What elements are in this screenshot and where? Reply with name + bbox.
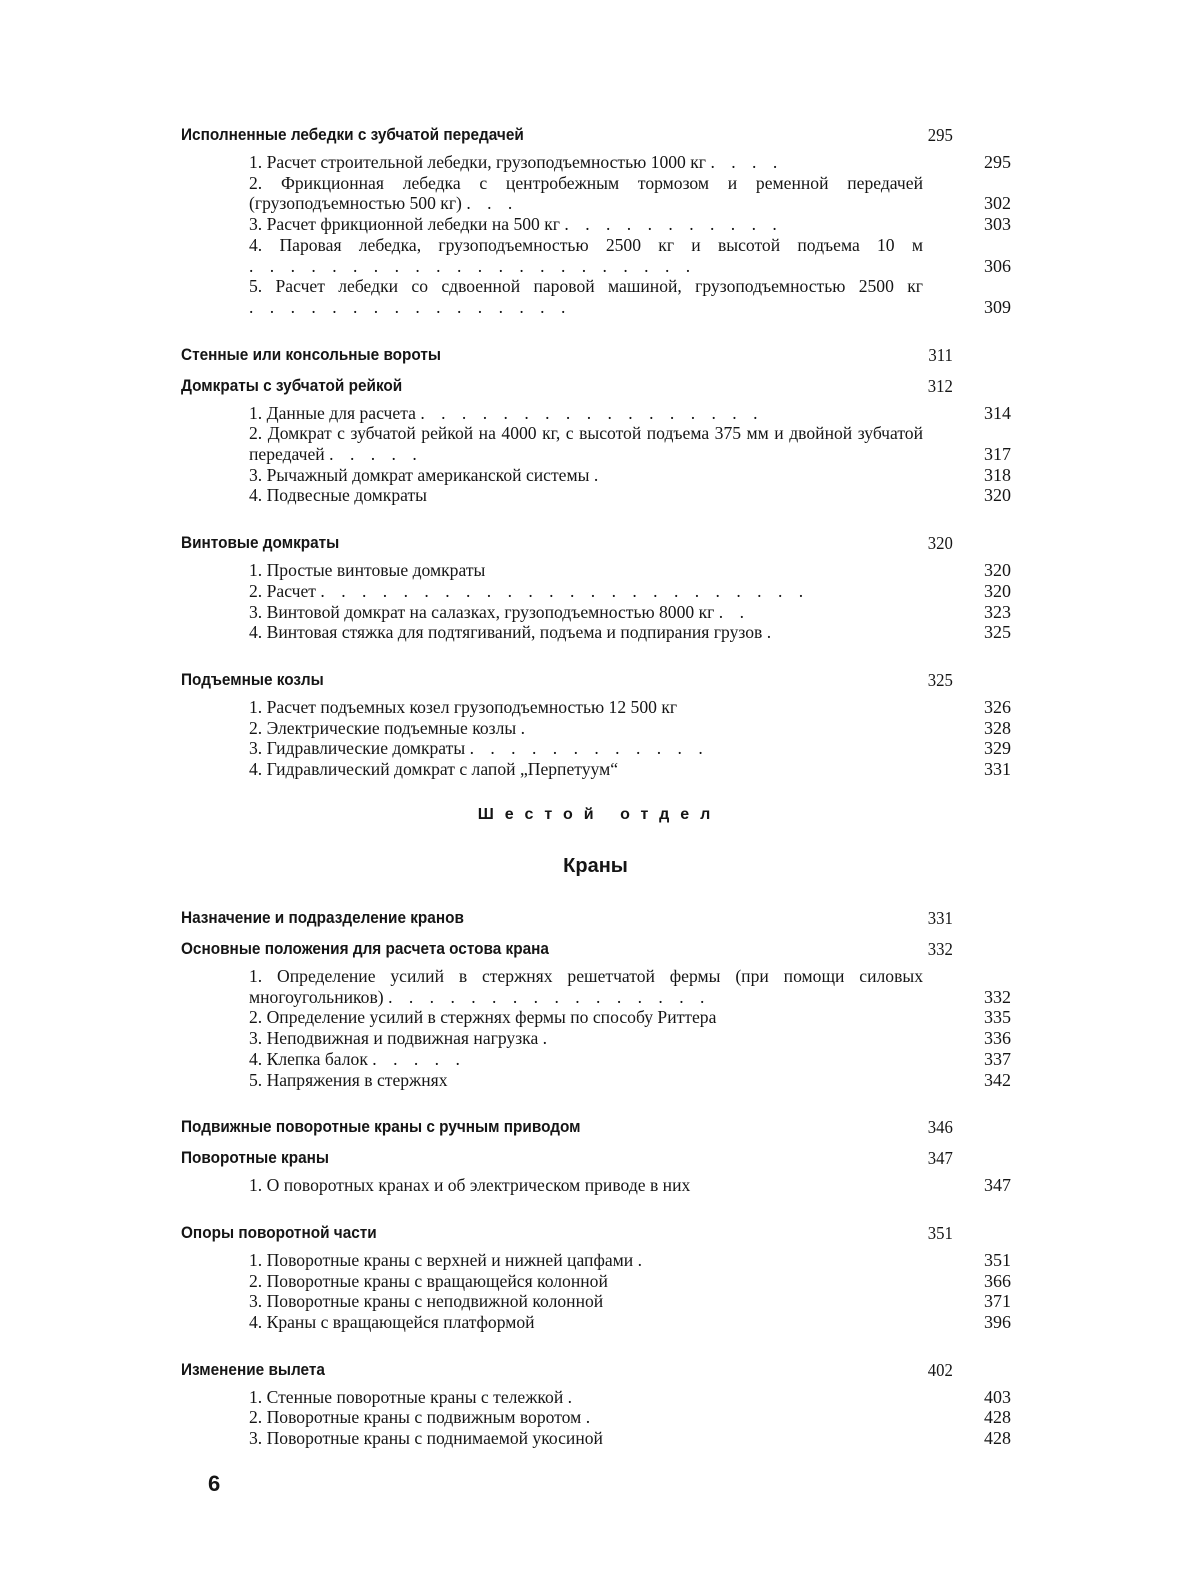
page-ref: 325 xyxy=(984,622,1011,643)
dot-leader: . . . . xyxy=(710,152,784,172)
toc-item-list xyxy=(181,152,1011,318)
dot-leader: . xyxy=(567,1386,579,1407)
entry-title: 2. Электрические подъемные козлы xyxy=(249,717,517,738)
entry-text xyxy=(249,1007,923,1028)
toc-entry xyxy=(181,276,1011,317)
toc-entry xyxy=(181,152,1011,173)
page-ref: 323 xyxy=(984,601,1011,622)
page-ref: 428 xyxy=(984,1407,1011,1428)
page-ref: 314 xyxy=(984,402,1011,423)
entry-text xyxy=(249,214,923,235)
toc-entry xyxy=(181,581,1011,602)
entry-text xyxy=(249,1428,923,1449)
entry-title: 3. Винтовой домкрат на салазках, грузоподъемностью 8000 кг xyxy=(249,601,715,622)
dot-leader: . xyxy=(520,717,532,738)
page-ref: 396 xyxy=(984,1312,1011,1333)
dot-leader: . . . . . . . . . . . . xyxy=(469,738,709,759)
entry-title: 3. Неподвижная и подвижная нагрузка xyxy=(249,1028,539,1049)
page-ref: 332 xyxy=(984,986,1011,1007)
toc-entry xyxy=(181,622,1011,643)
entry-title: 2. Поворотные краны с вращающейся колонной xyxy=(249,1270,608,1291)
section-title: Основные положения для расчета остова крана xyxy=(181,940,549,958)
entry-text xyxy=(249,1070,923,1091)
entry-text xyxy=(249,718,923,739)
entry-title: 1. Стенные поворотные краны с тележкой xyxy=(249,1386,564,1407)
toc-entry xyxy=(181,738,1011,759)
toc-section-heading xyxy=(181,528,953,558)
dot-leader: . . . . . xyxy=(329,444,423,465)
dot-leader: . . . . . . . . . . . xyxy=(564,214,783,235)
dot-leader: . xyxy=(585,1407,597,1428)
entry-title: 1. Простые винтовые домкраты xyxy=(249,560,486,581)
page-number: 6 xyxy=(208,1471,221,1496)
dot-leader: . xyxy=(593,464,605,485)
toc-section-heading xyxy=(181,120,953,150)
toc-entry xyxy=(181,1049,1011,1070)
toc-entry xyxy=(181,1250,1011,1271)
toc-section-heading xyxy=(181,1355,953,1385)
toc-entry xyxy=(181,214,1011,235)
dot-leader: . . . . . . . . . . . . . . . . . . . . . . xyxy=(249,255,697,276)
entry-title: 2. Расчет xyxy=(249,580,316,601)
section-title: Назначение и подразделение кранов xyxy=(181,909,464,927)
page-ref: 351 xyxy=(984,1249,1011,1270)
page-ref: 331 xyxy=(984,759,1011,780)
entry-title: 4. Клепка балок xyxy=(249,1048,368,1069)
entry-title: 1. Определение усилий в стержнях решетчатой фермы (при помощи силовых многоугольников) xyxy=(249,966,923,1007)
toc-section-heading xyxy=(181,340,953,370)
entry-text xyxy=(249,152,923,173)
page-ref: 320 xyxy=(984,560,1011,581)
dot-leader: . . xyxy=(718,601,750,622)
entry-text xyxy=(249,1407,923,1428)
entry-text xyxy=(249,560,923,581)
page-ref: 331 xyxy=(927,908,953,928)
entry-title: 3. Гидравлические домкраты xyxy=(249,738,466,759)
dot-leader: . xyxy=(637,1249,649,1270)
toc-entry xyxy=(181,1312,1011,1333)
page-ref: 337 xyxy=(984,1048,1011,1069)
entry-title: 4. Подвесные домкраты xyxy=(249,485,427,506)
entry-text xyxy=(249,697,923,718)
toc-entry xyxy=(181,718,1011,739)
entry-title: 4. Гидравлический домкрат с лапой „Перпетуум“ xyxy=(249,759,619,780)
entry-title: 1. Поворотные краны с верхней и нижней цапфами xyxy=(249,1249,634,1270)
dot-leader: . . . . . . . . . . . . . . . . xyxy=(249,296,572,317)
entry-text xyxy=(249,581,923,602)
toc-entry xyxy=(181,1291,1011,1312)
toc-entry xyxy=(181,465,1011,486)
entry-text xyxy=(249,465,923,486)
entry-title: 2. Определение усилий в стержнях фермы по способу Риттера xyxy=(249,1007,717,1028)
entry-title: 3. Расчет фрикционной лебедки на 500 кг xyxy=(249,214,560,235)
entry-title: 4. Паровая лебедка, грузоподъемностью 2500 кг и высотой подъема 10 м xyxy=(249,234,923,255)
toc-entry xyxy=(181,1175,1011,1196)
page-ref: 306 xyxy=(984,255,1011,276)
section-title: Опоры поворотной части xyxy=(181,1223,377,1242)
page-ref: 347 xyxy=(927,1148,953,1169)
page-ref: 309 xyxy=(984,296,1011,317)
entry-text xyxy=(249,622,923,643)
toc-part-2 xyxy=(181,903,1011,1471)
page-ref: 312 xyxy=(927,375,953,396)
part-title: Краны xyxy=(563,855,628,877)
entry-title: 2. Поворотные краны с подвижным воротом xyxy=(249,1407,582,1428)
entry-text xyxy=(249,423,923,464)
toc-entry xyxy=(181,697,1011,718)
toc-section-heading xyxy=(181,1218,953,1248)
toc-section-heading xyxy=(181,903,953,933)
toc-item-list xyxy=(181,1387,1011,1449)
page-ref: 332 xyxy=(927,939,953,959)
entry-title: 3. Поворотные краны с поднимаемой укосиной xyxy=(249,1428,603,1449)
dot-leader: . . . . . . . . . . . . . . . . . . . . . . . . xyxy=(320,580,810,601)
page-ref: 329 xyxy=(984,738,1011,759)
section-title: Стенные или консольные вороты xyxy=(181,345,442,364)
page-ref: 428 xyxy=(984,1428,1011,1449)
page-ref: 303 xyxy=(984,214,1011,235)
toc-entry xyxy=(181,560,1011,581)
page-ref: 342 xyxy=(984,1069,1011,1090)
page-ref: 402 xyxy=(927,1359,953,1380)
entry-text xyxy=(249,1387,923,1408)
entry-title: 3. Рычажный домкрат американской системы xyxy=(249,464,590,485)
page-ref: 318 xyxy=(984,464,1011,485)
part-label: Шестой отдел xyxy=(477,806,722,823)
toc-entry xyxy=(181,1407,1011,1428)
toc-entry xyxy=(181,602,1011,623)
entry-text xyxy=(249,759,923,780)
entry-text xyxy=(249,602,923,623)
toc-entry xyxy=(181,235,1011,276)
page-ref: 366 xyxy=(984,1270,1011,1291)
entry-title: 2. Домкрат с зубчатой рейкой на 4000 кг, с высотой подъема 375 мм и двойной зубчатой передачей xyxy=(249,423,923,465)
entry-title: 5. Расчет лебедки со сдвоенной паровой машиной, грузоподъемностью 2500 кг xyxy=(249,276,923,297)
section-title: Подъемные козлы xyxy=(181,670,324,689)
page-ref: 371 xyxy=(984,1291,1011,1312)
toc-entry xyxy=(181,1028,1011,1049)
toc-entry xyxy=(181,759,1011,780)
toc-entry xyxy=(181,403,1011,424)
entry-title: 1. Расчет подъемных козел грузоподъемностью 12 500 кг xyxy=(249,696,678,717)
toc-entry xyxy=(181,1387,1011,1408)
toc-entry xyxy=(181,1428,1011,1449)
dot-leader: . . . . . . . . . . . . . . . . . xyxy=(420,402,764,423)
page-ref: 403 xyxy=(984,1386,1011,1407)
page-ref: 335 xyxy=(984,1007,1011,1028)
page-ref: 328 xyxy=(984,717,1011,738)
page-ref: 302 xyxy=(984,193,1011,214)
page-ref: 317 xyxy=(984,444,1011,465)
entry-title: 4. Краны с вращающейся платформой xyxy=(249,1312,535,1333)
toc-section-heading xyxy=(181,1112,953,1142)
toc-item-list xyxy=(181,1175,1011,1196)
toc-item-list xyxy=(181,697,1011,780)
section-title: Подвижные поворотные краны с ручным приводом xyxy=(181,1118,581,1137)
page-ref: 351 xyxy=(927,1222,953,1243)
entry-text xyxy=(249,1271,923,1292)
toc-entry xyxy=(181,173,1011,214)
entry-text xyxy=(249,1049,923,1070)
toc-item-list xyxy=(181,560,1011,643)
entry-title: 5. Напряжения в стержнях xyxy=(249,1069,448,1090)
entry-title: 1. Расчет строительной лебедки, грузоподъемностью 1000 кг xyxy=(249,152,707,172)
entry-text xyxy=(249,1291,923,1312)
dot-leader: . xyxy=(766,622,778,643)
entry-text xyxy=(249,276,923,317)
entry-text xyxy=(249,1028,923,1049)
toc-entry xyxy=(181,423,1011,464)
page-ref: 320 xyxy=(984,580,1011,601)
toc-entry xyxy=(181,966,1011,1007)
page-ref: 320 xyxy=(927,533,953,554)
entry-text xyxy=(249,403,923,424)
section-title: Винтовые домкраты xyxy=(181,534,340,553)
section-title: Поворотные краны xyxy=(181,1149,330,1168)
toc-item-list xyxy=(181,403,1011,507)
toc-section-heading xyxy=(181,934,953,964)
toc-entry xyxy=(181,485,1011,506)
dot-leader: . . . . . xyxy=(372,1048,466,1069)
page-ref: 295 xyxy=(984,152,1011,172)
page-ref: 311 xyxy=(928,344,953,365)
entry-title: 1. О поворотных кранах и об электрическом приводе в них xyxy=(249,1175,691,1196)
dot-leader: . . . xyxy=(466,193,519,214)
page-ref: 347 xyxy=(984,1175,1011,1196)
page-ref: 336 xyxy=(984,1028,1011,1049)
entry-text xyxy=(249,1175,923,1196)
entry-title: 1. Данные для расчета xyxy=(249,402,416,423)
toc-section-heading xyxy=(181,665,953,695)
toc-item-list xyxy=(181,1250,1011,1333)
entry-text xyxy=(249,1312,923,1333)
entry-text xyxy=(249,235,923,276)
entry-text xyxy=(249,173,923,214)
entry-title: 3. Поворотные краны с неподвижной колонной xyxy=(249,1291,604,1312)
toc-part-1 xyxy=(181,120,1011,802)
toc-item-list xyxy=(181,966,1011,1090)
toc-entry xyxy=(181,1070,1011,1091)
entry-text xyxy=(249,966,923,1007)
entry-title: 2. Фрикционная лебедка с центробежным тормозом и ременной передачей (грузоподъемностью 500 кг) xyxy=(249,172,923,214)
page-ref: 326 xyxy=(984,696,1011,717)
entry-text xyxy=(249,485,923,506)
page-ref: 295 xyxy=(927,125,953,145)
entry-title: 4. Винтовая стяжка для подтягиваний, подъема и подпирания грузов xyxy=(249,622,763,643)
dot-leader: . xyxy=(542,1028,554,1049)
entry-text xyxy=(249,738,923,759)
page-ref: 320 xyxy=(984,485,1011,506)
toc-entry xyxy=(181,1271,1011,1292)
page-ref: 325 xyxy=(927,669,953,690)
toc-section-heading xyxy=(181,371,953,401)
toc-entry xyxy=(181,1007,1011,1028)
toc-section-heading xyxy=(181,1143,953,1173)
section-title: Исполненные лебедки с зубчатой передачей xyxy=(181,126,524,144)
page-ref: 346 xyxy=(927,1117,953,1138)
section-title: Изменение вылета xyxy=(181,1360,325,1379)
dot-leader: . . . . . . . . . . . . . . . . xyxy=(388,986,711,1007)
entry-text xyxy=(249,1250,923,1271)
section-title: Домкраты с зубчатой рейкой xyxy=(181,376,403,395)
